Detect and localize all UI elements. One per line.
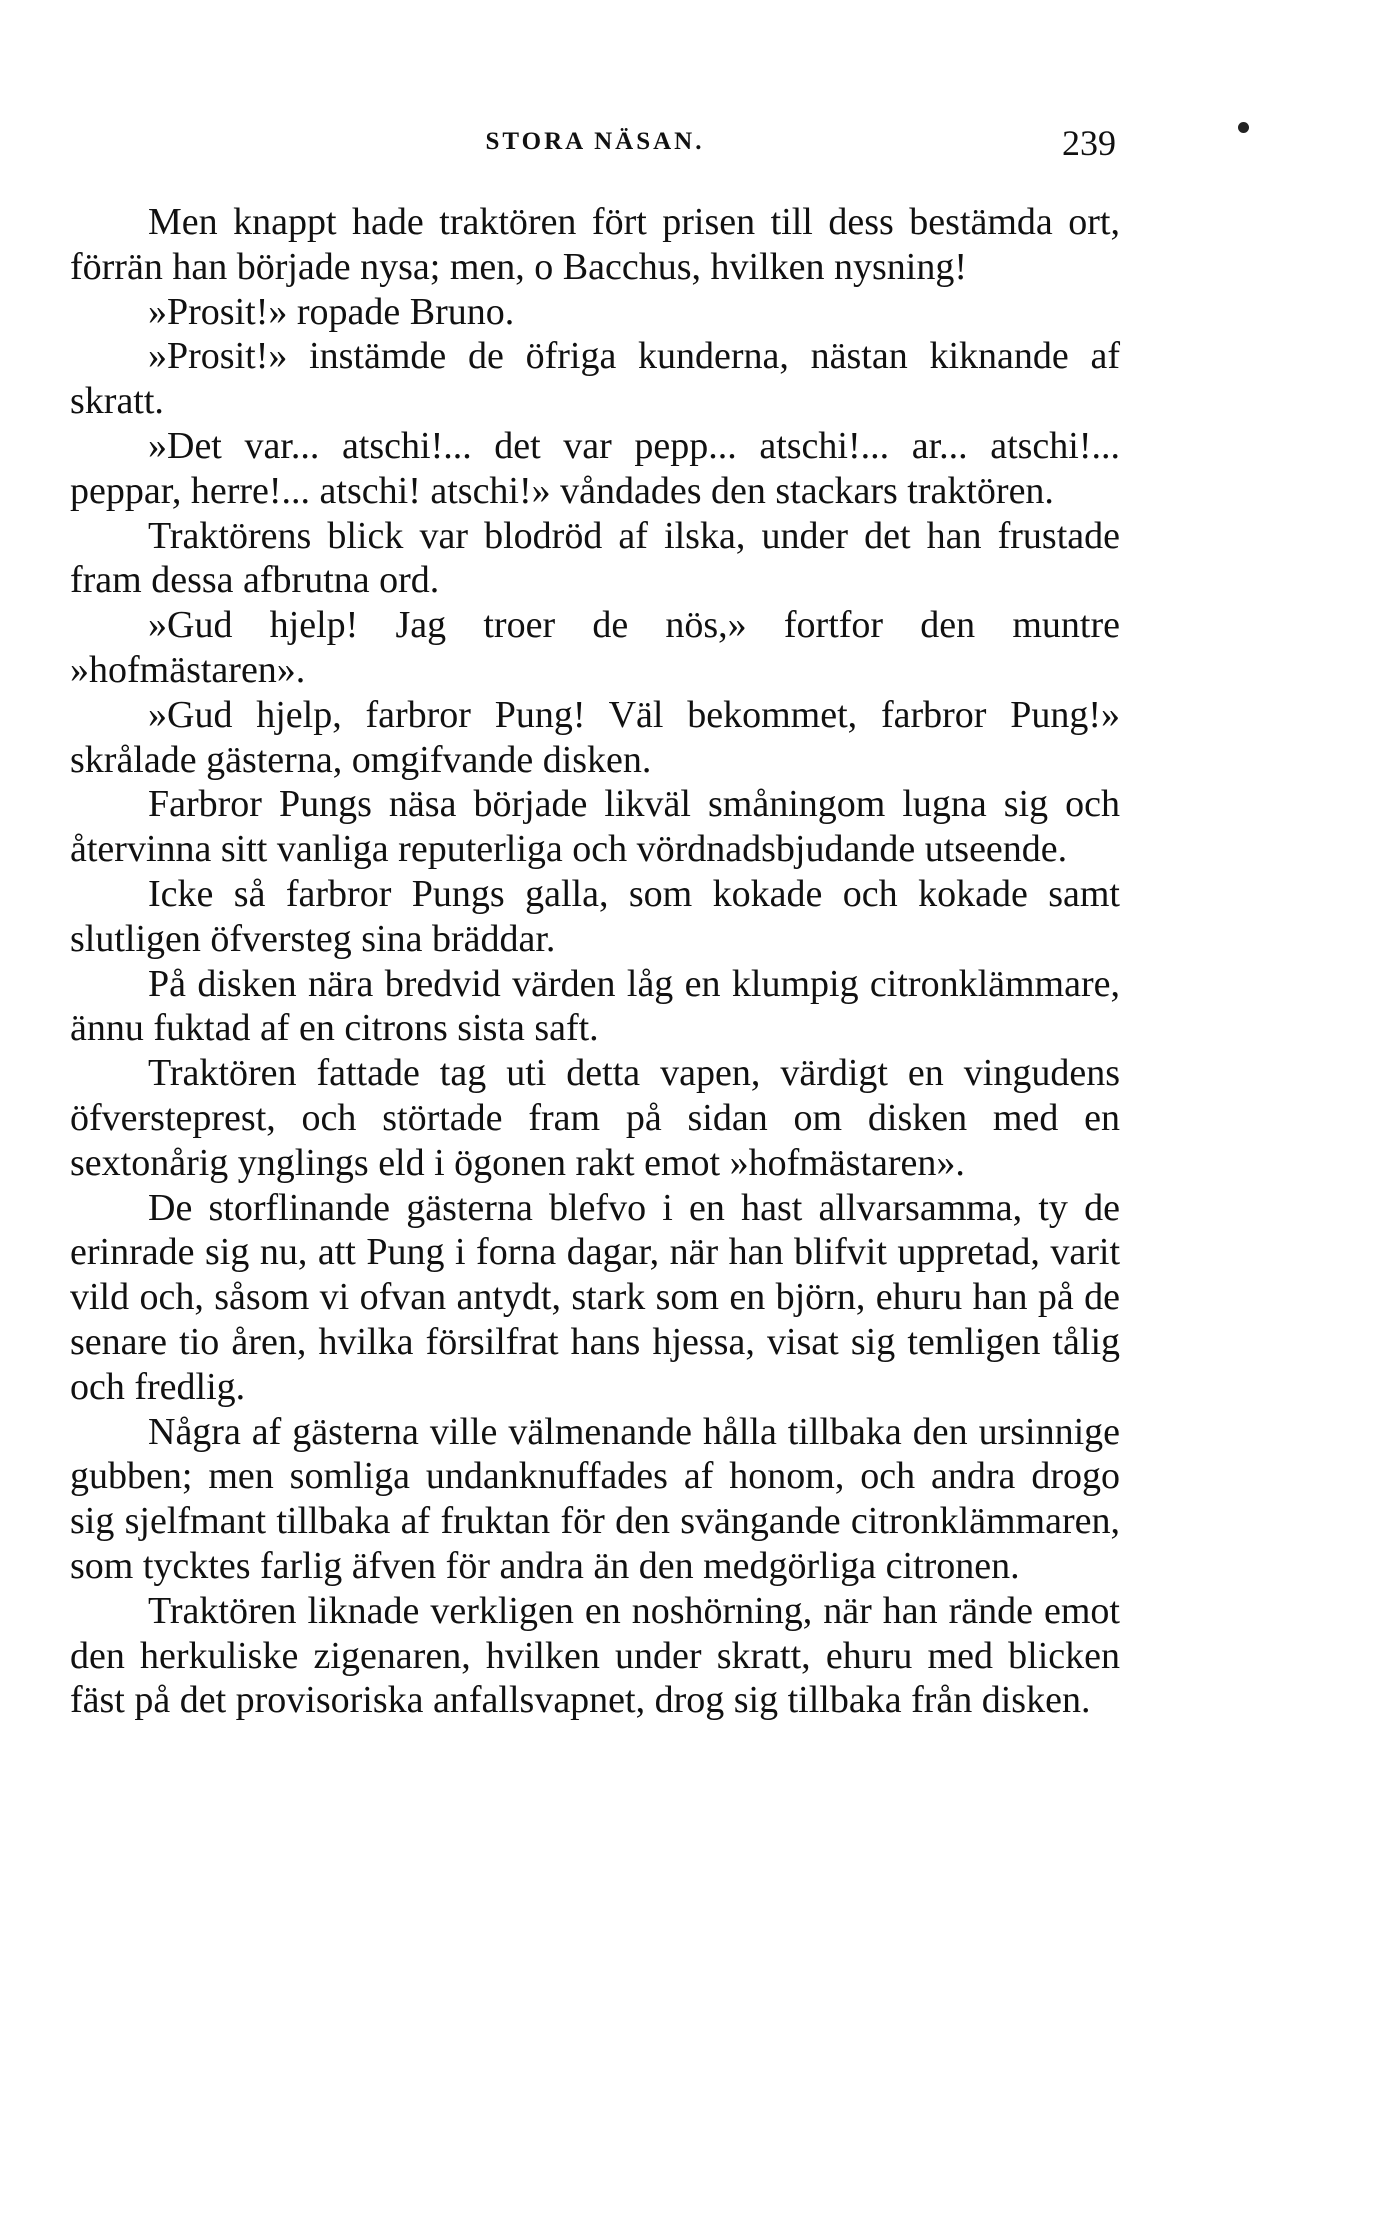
paragraph: På disken nära bredvid värden låg en klumpig citronklämmare, ännu fuktad af en citrons sista saft. xyxy=(70,962,1120,1050)
body-text xyxy=(70,200,1120,1723)
running-head xyxy=(70,123,1120,168)
paragraph: Några af gästerna ville välmenande hålla tillbaka den ursinnige gubben; men somliga undanknuffades af honom, och andra drogo sig sjelfmant tillbaka af fruktan för den svängande citronklämmaren, som tycktes farlig äfven för andra än den medgörliga citronen. xyxy=(70,1410,1120,1587)
paragraph: »Prosit!» ropade Bruno. xyxy=(148,290,515,333)
paragraph: Traktören liknade verkligen en noshörning, när han rände emot den herkuliske zigenaren, hvilken under skratt, ehuru med blicken fäst på det provisoriska anfallsvapnet, drog sig tillbaka från disken. xyxy=(70,1589,1120,1722)
page-number: 239 xyxy=(1062,123,1116,163)
paragraph: Men knappt hade traktören fört prisen till dess bestämda ort, förrän han började nysa; men, o Bacchus, hvilken nysning! xyxy=(70,201,1120,288)
paragraph: De storflinande gästerna blefvo i en hast allvarsamma, ty de erinrade sig nu, att Pung i forna dagar, när han blifvit uppretad, varit vild och, såsom vi ofvan antydt, stark som en björn, ehuru han på de senare tio åren, hvilka försilfrat hans hjessa, visat sig temligen tålig och fredlig. xyxy=(70,1186,1120,1408)
running-title: STORA NÄSAN. xyxy=(485,128,705,155)
paragraph: »Gud hjelp, farbror Pung! Väl bekommet, farbror Pung!» skrålade gästerna, omgifvande disken. xyxy=(70,693,1120,781)
paragraph: »Gud hjelp! Jag troer de nös,» fortfor den muntre »hofmästaren». xyxy=(70,604,1120,691)
paragraph: Icke så farbror Pungs galla, som kokade och kokade samt slutligen öfversteg sina bräddar. xyxy=(70,872,1120,960)
print-speck xyxy=(1238,122,1249,133)
paragraph: Traktören fattade tag uti detta vapen, värdigt en vingudens öfversteprest, och störtade fram på sidan om disken med en sextonårig ynglings eld i ögonen rakt emot »hofmästaren». xyxy=(70,1052,1120,1184)
paragraph: »Prosit!» instämde de öfriga kunderna, nästan kiknande af skratt. xyxy=(70,335,1120,423)
paragraph: Farbror Pungs näsa började likväl småningom lugna sig och återvinna sitt vanliga reputerliga och vördnadsbjudande utseende. xyxy=(70,783,1120,871)
paragraph: »Det var... atschi!... det var pepp... atschi!... ar... atschi!... peppar, herre!... atschi! atschi!» våndades den stackars traktören. xyxy=(70,424,1120,512)
paragraph: Traktörens blick var blodröd af ilska, under det han frustade fram dessa afbrutna ord. xyxy=(70,514,1120,602)
